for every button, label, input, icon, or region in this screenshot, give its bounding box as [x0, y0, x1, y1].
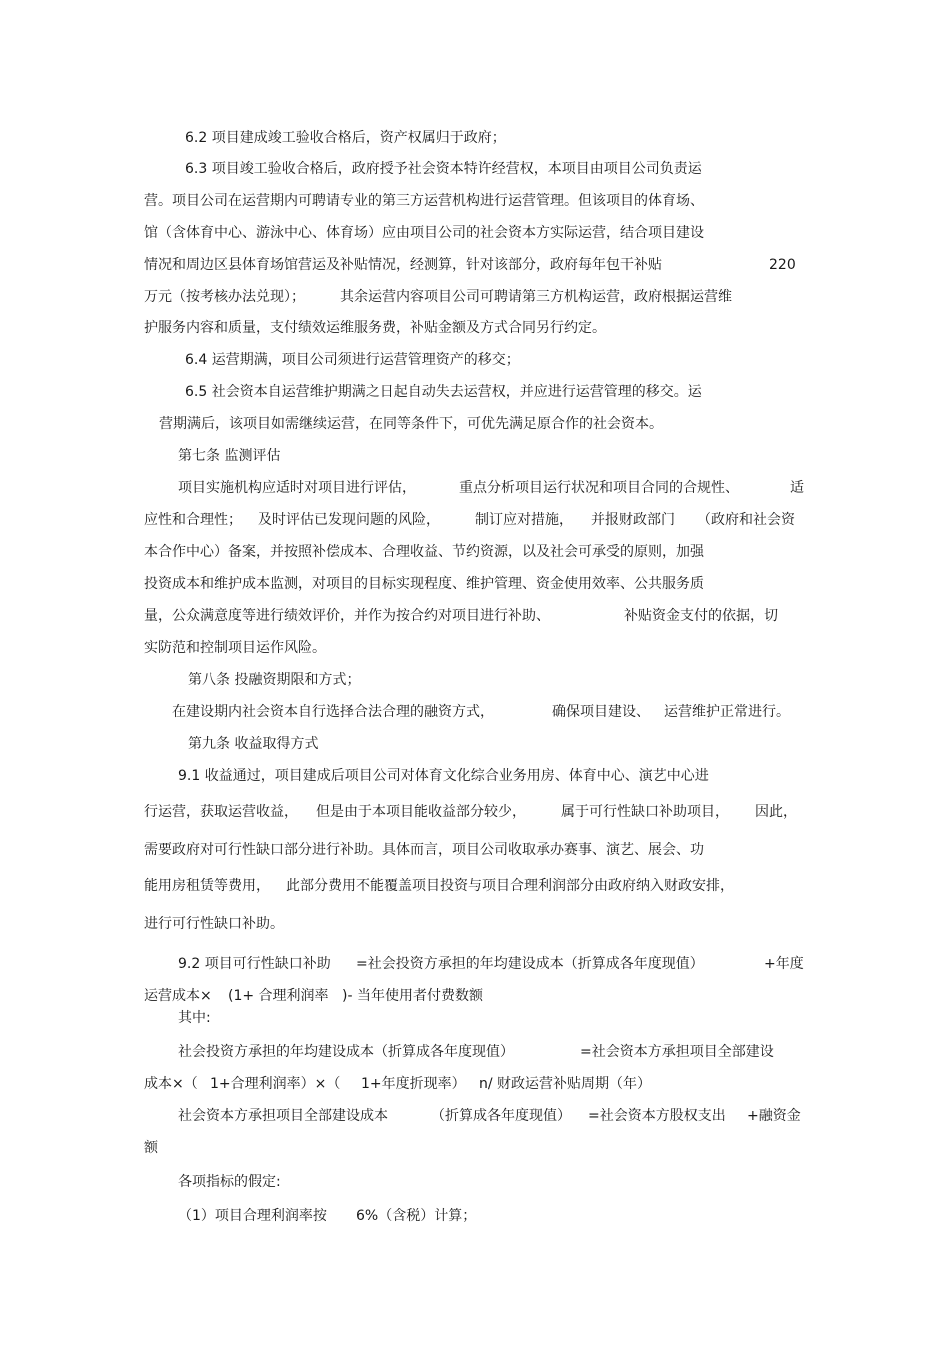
paragraph-line: 实防范和控制项目运作风险。 — [144, 640, 326, 656]
formula-line: 运营成本× (1+ 合理利润率 )- 当年使用者付费数额 — [144, 988, 483, 1004]
paragraph-line: 本合作中心）备案，并按照补偿成本、合理收益、节约资源，以及社会可承受的原则，加强 — [144, 544, 704, 560]
paragraph-line: 6.3 项目竣工验收合格后，政府授予社会资本特许经营权，本项目由项目公司负责运 — [185, 161, 702, 177]
paragraph-line: 应性和合理性； 及时评估已发现问题的风险， 制订应对措施， 并报财政部门 （政府和社会资 — [144, 512, 795, 528]
paragraph-line: 万元（按考核办法兑现）； 其余运营内容项目公司可聘请第三方机构运营，政府根据运营维 — [144, 289, 732, 305]
paragraph-line: 6.2 项目建成竣工验收合格后，资产权属归于政府； — [185, 130, 506, 146]
paragraph-line: 其中: — [178, 1010, 211, 1026]
paragraph-line: 投资成本和维护成本监测，对项目的目标实现程度、维护管理、资金使用效率、公共服务质 — [144, 576, 704, 592]
paragraph-line: 6.4 运营期满，项目公司须进行运营管理资产的移交； — [185, 352, 520, 368]
paragraph-line: 行运营，获取运营收益， 但是由于本项目能收益部分较少， 属于可行性缺口补助项目， 因此， — [144, 804, 797, 820]
section-heading: 第八条 投融资期限和方式； — [188, 672, 361, 688]
paragraph-line: 营期满后，该项目如需继续运营，在同等条件下，可优先满足原合作的社会资本。 — [159, 416, 663, 432]
section-heading: 第七条 监测评估 — [178, 448, 281, 464]
section-heading: 第九条 收益取得方式 — [188, 736, 319, 752]
paragraph-line: 进行可行性缺口补助。 — [144, 916, 284, 932]
paragraph-line: 9.1 收益通过，项目建成后项目公司对体育文化综合业务用房、体育中心、演艺中心进 — [178, 768, 709, 784]
paragraph-line: 能用房租赁等费用， 此部分费用不能覆盖项目投资与项目合理利润部分由政府纳入财政安排， — [144, 878, 734, 894]
paragraph-line: 各项指标的假定: — [178, 1174, 281, 1190]
paragraph-line: 在建设期内社会资本自行选择合法合理的融资方式， 确保项目建设、 运营维护正常进行。 — [172, 704, 790, 720]
paragraph-line: 护服务内容和质量，支付绩效运维服务费，补贴金额及方式合同另行约定。 — [144, 320, 606, 336]
paragraph-line: 量，公众满意度等进行绩效评价，并作为按合约对项目进行补助、 补贴资金支付的依据，切 — [144, 608, 778, 624]
paragraph-line: 需要政府对可行性缺口部分进行补助。具体而言，项目公司收取承办赛事、演艺、展会、功 — [144, 842, 704, 858]
paragraph-line: 项目实施机构应适时对项目进行评估， 重点分析项目运行状况和项目合同的合规性、 适 — [178, 480, 804, 496]
paragraph-line: 6.5 社会资本自运营维护期满之日起自动失去运营权，并应进行运营管理的移交。运 — [185, 384, 702, 400]
formula-line: 9.2 项目可行性缺口补助 =社会投资方承担的年均建设成本（折算成各年度现值） +年度 — [178, 956, 804, 972]
paragraph-line: 额 — [144, 1140, 158, 1156]
paragraph-line: 情况和周边区县体育场馆营运及补贴情况，经测算，针对该部分，政府每年包干补贴 220 — [144, 257, 796, 273]
formula-line: 社会资本方承担项目全部建设成本 （折算成各年度现值） =社会资本方股权支出 +融资金 — [178, 1108, 801, 1124]
formula-line: 成本×（ 1+合理利润率）×（ 1+年度折现率） n/ 财政运营补贴周期（年） — [144, 1076, 652, 1092]
paragraph-line: 馆（含体育中心、游泳中心、体育场）应由项目公司的社会资本方实际运营，结合项目建设 — [144, 225, 704, 241]
formula-line: 社会投资方承担的年均建设成本（折算成各年度现值） =社会资本方承担项目全部建设 — [178, 1044, 774, 1060]
paragraph-line: 营。项目公司在运营期内可聘请专业的第三方运营机构进行运营管理。但该项目的体育场、 — [144, 193, 704, 209]
list-item: （1）项目合理利润率按 6%（含税）计算； — [178, 1208, 477, 1224]
